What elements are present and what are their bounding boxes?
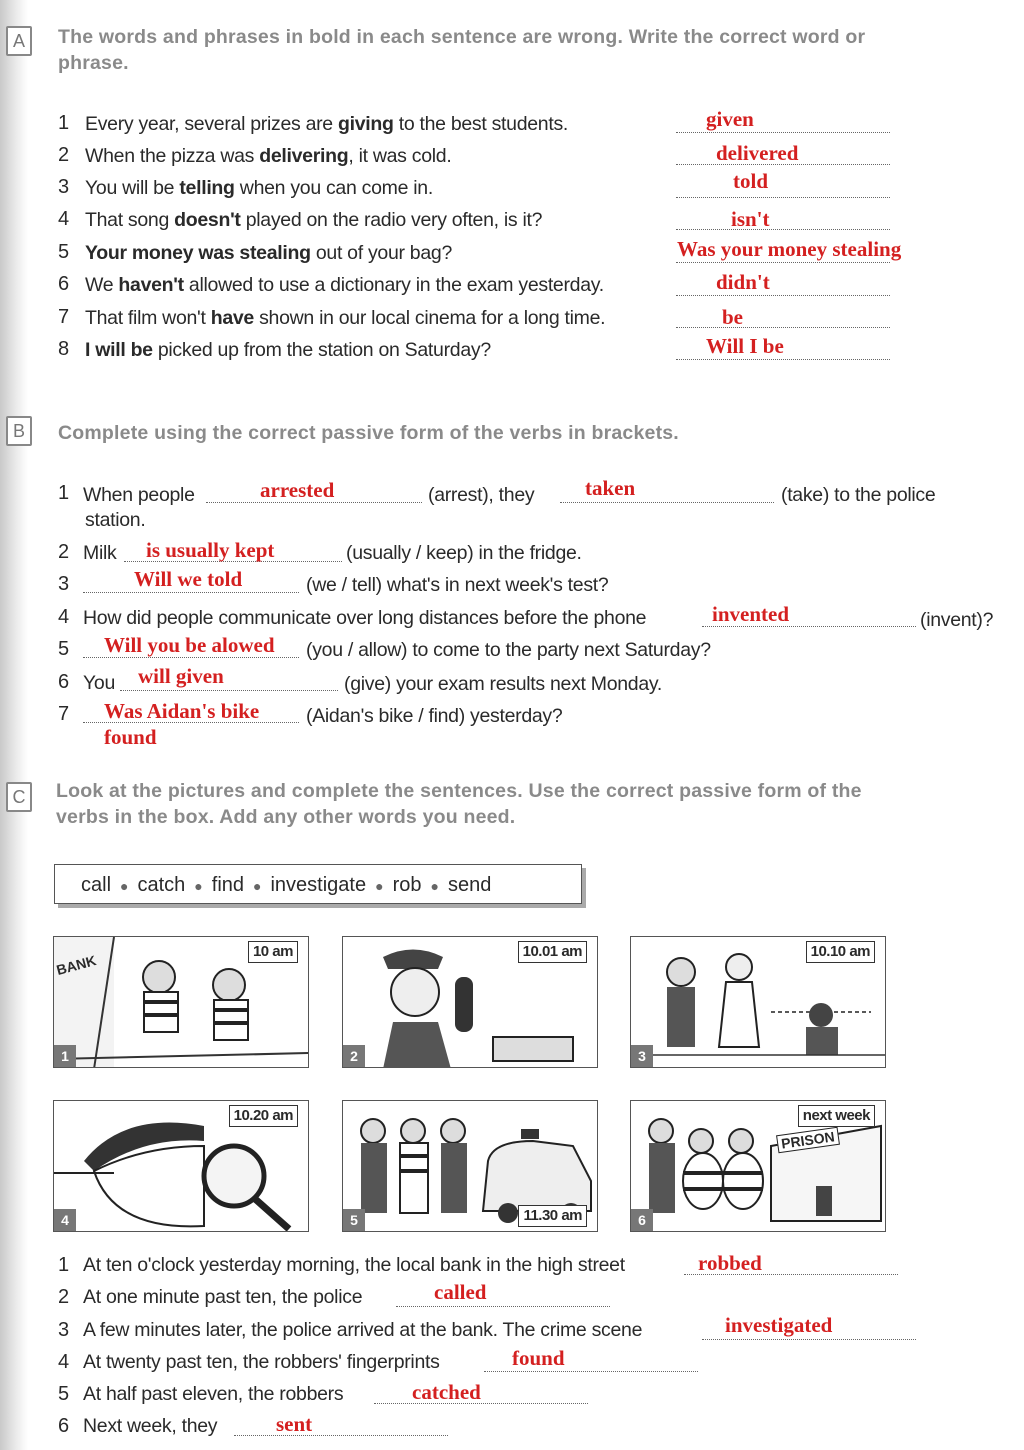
- answer-line[interactable]: [83, 592, 299, 593]
- handwritten-answer: robbed: [698, 1251, 762, 1275]
- answer-line[interactable]: [374, 1403, 588, 1404]
- sentence: Next week, they: [83, 1415, 218, 1437]
- sentence-part: (usually / keep) in the fridge.: [346, 542, 582, 564]
- sentence: At ten o'clock yesterday morning, the local bank in the high street: [83, 1254, 625, 1276]
- picture-fingerprints: [53, 1100, 309, 1232]
- sentence: I will be picked up from the station on Saturday?: [85, 339, 491, 361]
- item-number: 4: [58, 208, 70, 230]
- sentence-part: (invent)?: [920, 609, 994, 631]
- handwritten-answer: invented: [712, 602, 790, 626]
- handwritten-answer: told: [733, 169, 769, 193]
- item-number: 1: [58, 112, 70, 134]
- word-box-item: send: [447, 874, 492, 896]
- picture-crime-scene: [630, 936, 886, 1068]
- time-label: 10.20 am: [229, 1105, 298, 1127]
- section-a-instruction: The words and phrases in bold in each sentence are wrong. Write the correct word or phrase.: [58, 26, 866, 74]
- handwritten-answer: taken: [585, 476, 636, 500]
- answer-line[interactable]: [676, 262, 890, 263]
- item-number: 7: [58, 703, 70, 725]
- sentence-part: (take) to the police: [781, 484, 936, 506]
- word-box-item: call: [81, 874, 112, 896]
- picture-number: 1: [54, 1045, 76, 1067]
- sentence-part: station.: [85, 509, 146, 531]
- sentence: We haven't allowed to use a dictionary in the exam yesterday.: [85, 274, 604, 296]
- item-number: 1: [58, 1254, 70, 1276]
- sentence: You will be telling when you can come in.: [85, 177, 433, 199]
- item-number: 3: [58, 573, 70, 595]
- answer-line[interactable]: [676, 132, 890, 133]
- sentence: That song doesn't played on the radio very often, is it?: [85, 209, 543, 231]
- item-number: 4: [58, 1351, 70, 1373]
- item-number: 1: [58, 482, 70, 504]
- section-a-label: A: [6, 26, 32, 56]
- item-number: 7: [58, 306, 70, 328]
- item-number: 6: [58, 273, 70, 295]
- item-number: 3: [58, 1319, 70, 1341]
- sentence: A few minutes later, the police arrived at the bank. The crime scene: [83, 1319, 643, 1341]
- picture-number: 4: [54, 1209, 76, 1231]
- handwritten-answer: be: [722, 305, 743, 329]
- sentence: Your money was stealing out of your bag?: [85, 242, 452, 264]
- time-label: next week: [798, 1105, 875, 1127]
- section-b-label: B: [6, 416, 32, 446]
- prison-sign: PRISON: [776, 1127, 840, 1153]
- picture-number: 5: [343, 1209, 365, 1231]
- item-number: 2: [58, 144, 70, 166]
- sentence: Every year, several prizes are giving to the best students.: [85, 113, 569, 135]
- sentence-part: When people: [83, 484, 195, 506]
- sentence-part: (arrest), they: [428, 484, 535, 506]
- sentence-part: You: [83, 672, 116, 694]
- handwritten-answer: called: [434, 1280, 487, 1304]
- sentence-part: (give) your exam results next Monday.: [344, 673, 663, 695]
- handwritten-answer: found: [512, 1346, 565, 1370]
- item-number: 4: [58, 606, 70, 628]
- answer-line[interactable]: [484, 1371, 698, 1372]
- answer-line[interactable]: [234, 1435, 448, 1436]
- picture-number: 3: [631, 1045, 653, 1067]
- item-number: 6: [58, 671, 70, 693]
- handwritten-answer: Was Aidan's bike: [104, 699, 260, 723]
- handwritten-answer: will given: [138, 664, 224, 688]
- sentence: At one minute past ten, the police: [83, 1286, 363, 1308]
- handwritten-answer: sent: [276, 1412, 313, 1436]
- handwritten-answer: given: [706, 107, 754, 131]
- handwritten-answer: arrested: [260, 478, 335, 502]
- picture-number: 2: [343, 1045, 365, 1067]
- time-label: 10.10 am: [806, 941, 875, 963]
- sentence-part: (you / allow) to come to the party next Saturday?: [306, 639, 711, 661]
- answer-line[interactable]: [676, 327, 890, 328]
- word-box-item: rob: [392, 874, 422, 896]
- handwritten-answer: is usually kept: [146, 538, 275, 562]
- section-c-label: C: [6, 782, 32, 812]
- picture-prison: [630, 1100, 886, 1232]
- word-box-item: investigate: [270, 874, 367, 896]
- item-number: 3: [58, 176, 70, 198]
- answer-line[interactable]: [702, 1339, 916, 1340]
- sentence-part: How did people communicate over long distances before the phone: [83, 607, 647, 629]
- word-box: call ● catch ● find ● investigate ● rob ● send: [54, 864, 582, 904]
- item-number: 5: [58, 1383, 70, 1405]
- picture-bank-robbery: [53, 936, 309, 1068]
- item-number: 8: [58, 338, 70, 360]
- section-c-instruction: Look at the pictures and complete the sentences. Use the correct passive form of the verbs in the box. Add any other words you need.: [56, 780, 862, 828]
- time-label: 10.01 am: [518, 941, 587, 963]
- item-number: 2: [58, 541, 70, 563]
- section-b-instruction: Complete using the correct passive form of the verbs in brackets.: [58, 422, 679, 444]
- sentence: At half past eleven, the robbers: [83, 1383, 344, 1405]
- bank-sign: BANK: [54, 952, 98, 978]
- picture-police-phone: [342, 936, 598, 1068]
- answer-line[interactable]: [120, 690, 338, 691]
- sentence-part: Milk: [83, 542, 117, 564]
- page-gutter-shadow: [0, 0, 28, 1450]
- item-number: 5: [58, 241, 70, 263]
- word-box-item: catch: [137, 874, 186, 896]
- answer-line[interactable]: [396, 1306, 610, 1307]
- time-label: 10 am: [248, 941, 298, 963]
- picture-arrest: [342, 1100, 598, 1232]
- sentence: That film won't have shown in our local cinema for a long time.: [85, 307, 606, 329]
- item-number: 2: [58, 1286, 70, 1308]
- answer-line[interactable]: [676, 229, 890, 230]
- handwritten-answer: Will we told: [134, 567, 243, 591]
- handwritten-answer: isn't: [731, 207, 770, 231]
- item-number: 5: [58, 638, 70, 660]
- handwritten-answer: didn't: [716, 270, 770, 294]
- word-box-item: find: [211, 874, 245, 896]
- handwritten-answer: Will you be alowed: [104, 633, 275, 657]
- handwritten-answer: Was your money stealing: [677, 237, 902, 261]
- picture-number: 6: [631, 1209, 653, 1231]
- sentence-part: (we / tell) what's in next week's test?: [306, 574, 609, 596]
- handwritten-answer: investigated: [725, 1313, 833, 1337]
- handwritten-answer: delivered: [716, 141, 799, 165]
- answer-line[interactable]: [676, 197, 890, 198]
- item-number: 6: [58, 1415, 70, 1437]
- answer-line[interactable]: [676, 359, 890, 360]
- sentence: At twenty past ten, the robbers' fingerprints: [83, 1351, 440, 1373]
- sentence-part: (Aidan's bike / find) yesterday?: [306, 705, 563, 727]
- sentence: When the pizza was delivering, it was cold.: [85, 145, 452, 167]
- answer-line[interactable]: [676, 295, 890, 296]
- handwritten-answer-continued: found: [104, 725, 157, 749]
- handwritten-answer: Will I be: [706, 334, 784, 358]
- answer-line[interactable]: [560, 502, 774, 503]
- time-label: 11.30 am: [518, 1205, 587, 1227]
- handwritten-answer: catched: [412, 1380, 481, 1404]
